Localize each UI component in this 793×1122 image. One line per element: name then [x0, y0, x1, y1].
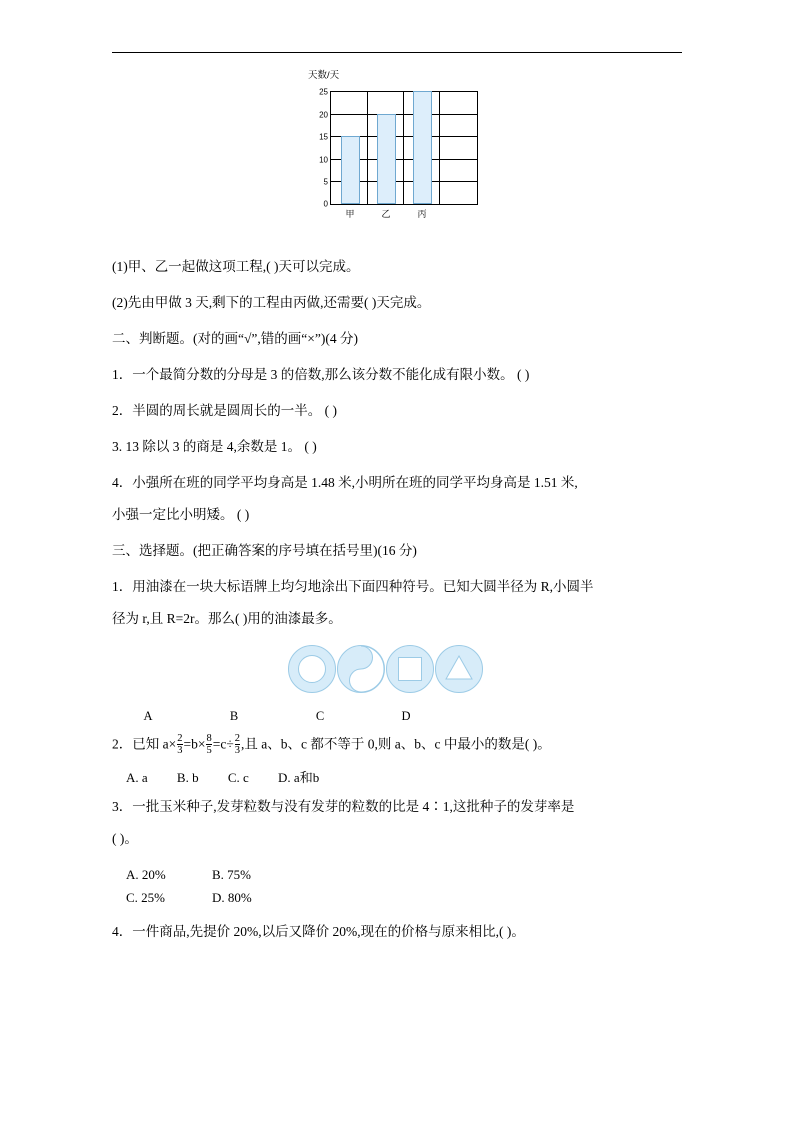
chart-plot-area [319, 87, 478, 219]
shape-label-d: D [401, 708, 411, 723]
bar-chart-figure [112, 67, 682, 247]
q2-fraction-3 [235, 733, 240, 756]
bar-chart [300, 75, 500, 235]
shapes-figure [112, 645, 682, 707]
section-3-q3-options-row1 [112, 865, 682, 885]
q2-frac3-den: 3 [234, 744, 241, 756]
shape-label-c: C [315, 708, 325, 723]
section-3-q3-line2: ( )。 [112, 830, 138, 846]
shape-row [288, 645, 484, 693]
gridline-20 [319, 110, 478, 120]
q2-mid: =b× [183, 736, 206, 752]
shape-a-ring [288, 645, 336, 693]
section-2-item-2: 2．半圆的周长就是圆周长的一半。 ( ) [112, 403, 337, 419]
chart-vline-3 [439, 91, 440, 204]
q3-option-a[interactable]: A. 20% [126, 866, 166, 882]
q2-frac2-den: 5 [206, 744, 212, 756]
q3-option-b[interactable]: B. 75% [212, 866, 251, 882]
section-3-q4: 4．一件商品,先提价 20%,以后又降价 20%,现在的价格与原来相比,( )。 [112, 923, 525, 939]
triangle-icon [436, 646, 482, 692]
ytick-0: 0 [323, 199, 328, 209]
section-2-heading: 二、判断题。(对的画“√”,错的画“×”)(4 分) [112, 330, 358, 346]
ytick-5: 5 [323, 177, 328, 187]
q2-frac3-num: 2 [234, 732, 241, 744]
shape-label-b: B [229, 708, 239, 723]
ytick-20: 20 [319, 110, 328, 120]
section-3-q1-line2: 径为 r,且 R=2r。那么( )用的油漆最多。 [112, 610, 342, 626]
section-2-item-1: 1．一个最简分数的分母是 3 的倍数,那么该分数不能化成有限小数。 ( ) [112, 367, 530, 383]
bar-jia [341, 136, 360, 204]
q3-option-d[interactable]: D. 80% [212, 890, 252, 906]
shape-d-triangle [435, 645, 483, 693]
q2-frac2-num: 8 [206, 732, 212, 744]
xtick-jia: 甲 [345, 209, 355, 219]
page-content [112, 52, 682, 958]
section-2-item-3: 3. 13 除以 3 的商是 4,余数是 1。 ( ) [112, 438, 317, 454]
section-3-heading: 三、选择题。(把正确答案的序号填在括号里)(16 分) [112, 542, 417, 558]
yin-yang-icon [338, 646, 384, 692]
bar-bing [413, 91, 432, 204]
q2-mid2: =c÷ [212, 736, 234, 752]
question-1-1: (1)甲、乙一起做这项工程,( )天可以完成。 [112, 259, 360, 274]
shape-label-a: A [143, 708, 153, 723]
section-3-q1-line1: 1．用油漆在一块大标语牌上均匀地涂出下面四种符号。已知大圆半径为 R,小圆半 [112, 578, 594, 594]
ytick-15: 15 [319, 132, 328, 142]
q2-fraction-2 [206, 733, 211, 756]
top-divider [112, 52, 682, 53]
section-2-item-4-line1: 4．小强所在班的同学平均身高是 1.48 米,小明所在班的同学平均身高是 1.51 米, [112, 474, 578, 490]
question-1-2: (2)先由甲做 3 天,剩下的工程由丙做,还需要( )天完成。 [112, 294, 431, 310]
q2-frac1-den: 3 [177, 744, 183, 756]
shape-b-yin-yang [337, 645, 385, 693]
shape-c-inner-square [398, 657, 422, 681]
section-3-q2-options [112, 767, 682, 786]
shape-c-square [386, 645, 434, 693]
chart-vline-1 [367, 91, 368, 204]
xtick-bing: 丙 [417, 209, 427, 219]
gridline-25 [319, 87, 478, 97]
ytick-10: 10 [319, 155, 328, 165]
q2-fraction-1 [177, 733, 182, 756]
section-3-q3-options-row2 [112, 888, 682, 908]
section-2-item-4-line2: 小强一定比小明矮。 ( ) [112, 506, 250, 522]
chart-y-axis-label: 天数/天 [308, 70, 340, 81]
q2-option-d[interactable]: D. a和b [278, 769, 320, 785]
ytick-25: 25 [319, 87, 328, 97]
q3-option-c[interactable]: C. 25% [126, 890, 165, 906]
q2-post: ,且 a、b、c 都不等于 0,则 a、b、c 中最小的数是( )。 [241, 736, 551, 752]
q2-option-b[interactable]: B. b [176, 769, 199, 785]
q2-pre: 2．已知 a× [112, 736, 177, 752]
chart-vline-2 [403, 91, 404, 204]
xtick-yi: 乙 [381, 209, 391, 219]
q2-option-c[interactable]: C. c [227, 769, 249, 785]
shape-a-inner-circle [298, 655, 326, 683]
q2-frac1-num: 2 [177, 732, 183, 744]
section-3-q3-line1: 3．一批玉米种子,发芽粒数与没有发芽的粒数的比是 4∶1,这批种子的发芽率是 [112, 798, 575, 814]
chart-vline-4 [477, 91, 478, 204]
shape-labels-row [112, 709, 682, 727]
bar-yi [377, 114, 396, 204]
section-3-q2-line [112, 733, 682, 756]
q2-option-a[interactable]: A. a [126, 769, 148, 785]
